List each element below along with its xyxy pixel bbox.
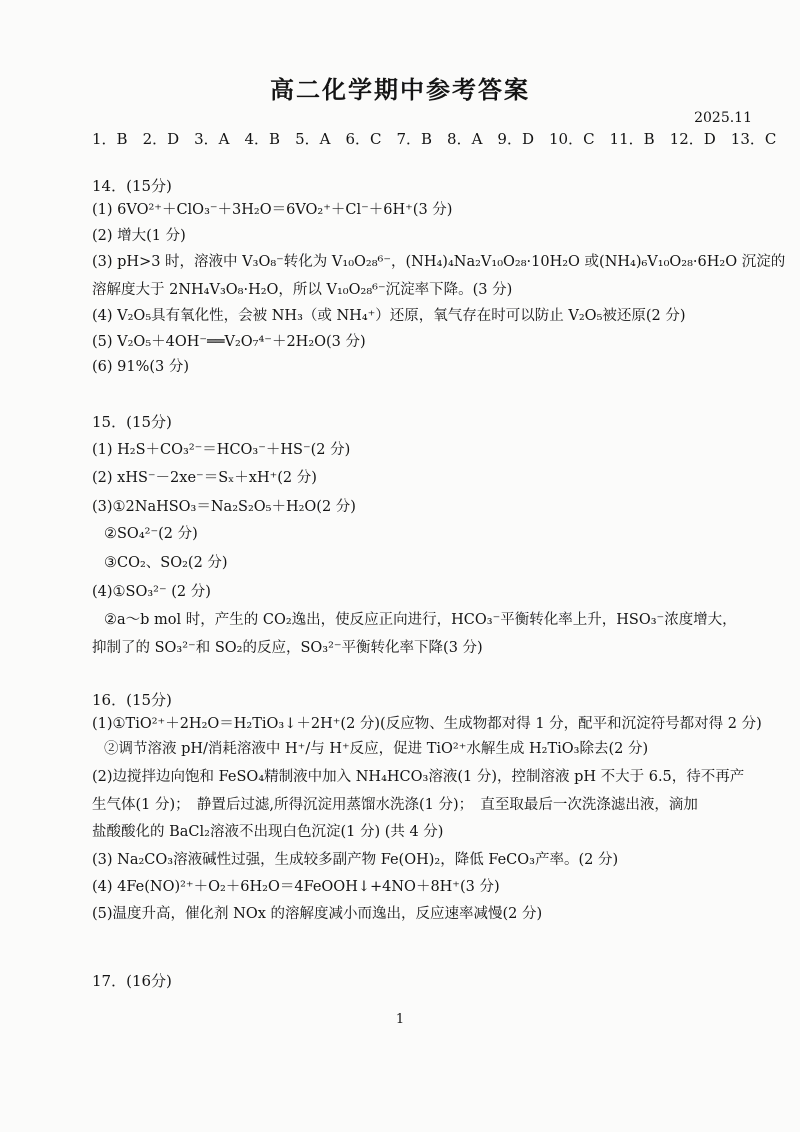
q15-part4-1: (4)①SO₃²⁻ (2 分) [92,584,211,600]
document-date: 2025.11 [694,110,752,126]
multiple-choice-answers: 1．B 2．D 3．A 4．B 5．A 6．C 7．B 8．A 9．D 10．C 11．B 12．D 13．C [92,130,777,148]
q16-part2-line3: 盐酸酸化的 BaCl₂溶液不出现白色沉淀(1 分) (共 4 分) [92,824,444,840]
q15-part4-2-line2: 抑制了的 SO₃²⁻和 SO₂的反应，SO₃²⁻平衡转化率下降(3 分) [92,640,483,656]
q15-part3-1: (3)①2NaHSO₃＝Na₂S₂O₅＋H₂O(2 分) [92,499,356,515]
q17-heading: 17．(16分) [92,972,172,990]
q15-part3-3: ③CO₂、SO₂(2 分) [104,555,228,571]
q15-part4-2-line1: ②a～b mol 时，产生的 CO₂逸出，使反应正向进行，HCO₃⁻平衡转化率上升，HSO₃⁻浓度增大， [104,612,737,628]
q15-part3-2: ②SO₄²⁻(2 分) [104,526,198,542]
document-title: 高二化学期中参考答案 [270,76,530,104]
q14-part5: (5) V₂O₅＋4OH⁻══V₂O₇⁴⁻＋2H₂O(3 分) [92,334,366,350]
q15-part1: (1) H₂S＋CO₃²⁻＝HCO₃⁻＋HS⁻(2 分) [92,442,351,458]
q14-part3-line2: 溶解度大于 2NH₄V₃O₈·H₂O，所以 V₁₀O₂₈⁶⁻沉淀率下降。(3 分) [92,282,513,298]
q16-part2-line2: 生气体(1 分)； 静置后过滤,所得沉淀用蒸馏水洗涤(1 分)； 直至取最后一次洗涤滤出液，滴加 [92,797,698,813]
q16-part1-1: (1)①TiO²⁺＋2H₂O＝H₂TiO₃↓＋2H⁺(2 分)(反应物、生成物都对得 1 分，配平和沉淀符号都对得 2 分) [92,716,762,732]
q16-part3: (3) Na₂CO₃溶液碱性过强，生成较多副产物 Fe(OH)₂，降低 FeCO₃产率。(2 分) [92,852,619,868]
q14-part2: (2) 增大(1 分) [92,228,186,244]
q15-part2: (2) xHS⁻－2xe⁻＝Sₓ＋xH⁺(2 分) [92,470,317,486]
q14-part4: (4) V₂O₅具有氧化性，会被 NH₃（或 NH₄⁺）还原，氧气存在时可以防止 V₂O₅被还原(2 分) [92,308,686,324]
page-number: 1 [395,1012,405,1027]
q16-part5: (5)温度升高，催化剂 NOx 的溶解度减小而逸出，反应速率减慢(2 分) [92,906,543,922]
q15-heading: 15．(15分) [92,413,172,431]
q16-part1-2: ②调节溶液 pH/消耗溶液中 H⁺/与 H⁺反应，促进 TiO²⁺水解生成 H₂TiO₃除去(2 分) [104,741,649,757]
q14-part3-line1: (3) pH>3 时，溶液中 V₃O₈⁻转化为 V₁₀O₂₈⁶⁻，(NH₄)₄Na₂V₁₀O₂₈·10H₂O 或(NH₄)₆V₁₀O₂₈·6H₂O 沉淀的 [92,254,786,270]
q14-part1: (1) 6VO²⁺＋ClO₃⁻＋3H₂O＝6VO₂⁺＋Cl⁻＋6H⁺(3 分) [92,202,453,218]
q16-part2-line1: (2)边搅拌边向饱和 FeSO₄精制液中加入 NH₄HCO₃溶液(1 分)，控制溶液 pH 不大于 6.5，待不再产 [92,769,745,785]
q14-part6: (6) 91%(3 分) [92,359,190,375]
q16-heading: 16．(15分) [92,691,172,709]
q16-part4: (4) 4Fe(NO)²⁺＋O₂＋6H₂O＝4FeOOH↓+4NO＋8H⁺(3 分) [92,879,500,895]
q14-heading: 14．(15分) [92,177,172,195]
